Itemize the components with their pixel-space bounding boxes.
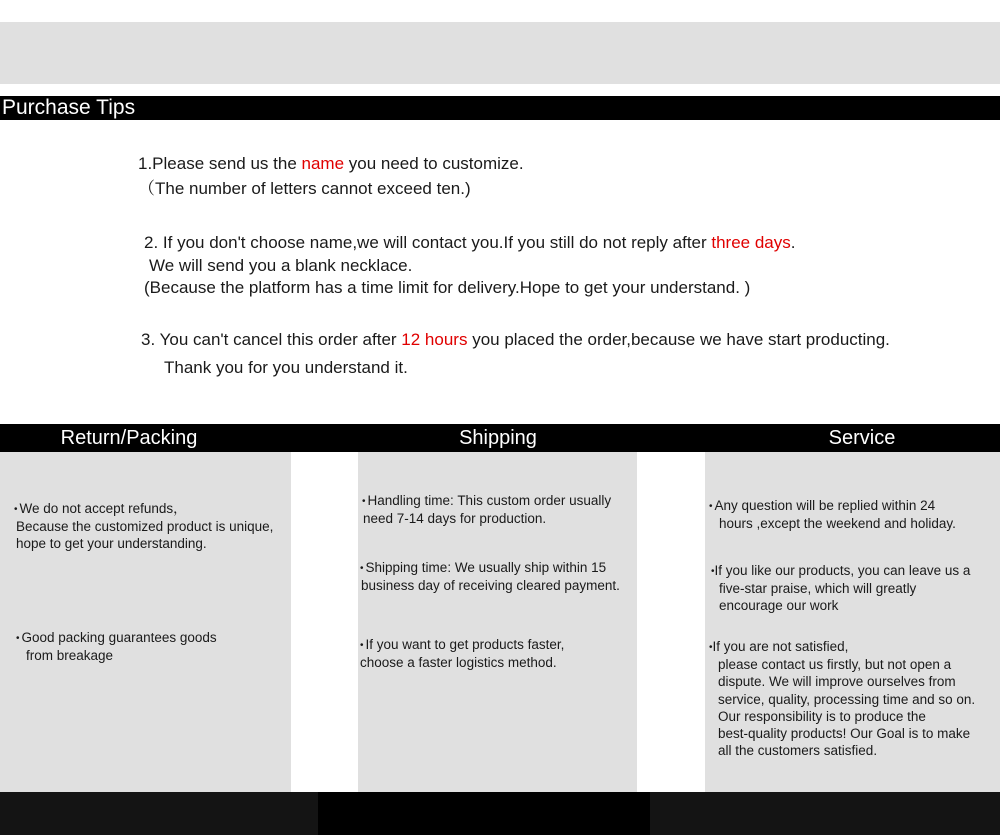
header-shipping: Shipping xyxy=(459,427,537,449)
satisfaction-block: •If you are not satisfied, please contact us firstly, but not open a dispute. We will improve ourselves from service, quality, processing time and so on. Our responsibility is to produce the best-quality products! Our Goal is to make all the customers satisfied. xyxy=(709,639,976,759)
faster-shipping-block: • If you want to get products faster, choose a faster logistics method. xyxy=(360,637,565,671)
tip-3-line-2: Thank you for you understand it. xyxy=(164,358,408,377)
bottom-strip-center xyxy=(318,792,650,835)
tip-2-line-1 xyxy=(144,232,796,254)
tip-2-text: 2. If you don't choose name,we will contact you.If you still do not reply after xyxy=(144,233,712,252)
tip-2-text-end: . xyxy=(790,233,796,252)
header-return-packing: Return/Packing xyxy=(60,427,198,449)
bullet-icon: • xyxy=(709,642,713,653)
packing-block: • Good packing guarantees goods from breakage xyxy=(16,630,217,664)
tip-1-note: （The number of letters cannot exceed ten.) xyxy=(138,179,471,198)
bullet-icon: • xyxy=(360,640,364,651)
bullet-icon: • xyxy=(16,633,20,644)
top-gray-banner xyxy=(0,22,1000,84)
tip-3-line-1 xyxy=(141,329,890,351)
purchase-tips-title-bar xyxy=(0,96,1000,120)
tip-1-text-end: you need to customize. xyxy=(344,154,524,173)
tip-1-line-1 xyxy=(138,153,524,175)
shipping-panel xyxy=(358,452,637,792)
tip-1-text: 1.Please send us the xyxy=(138,154,302,173)
tip-3-text: 3. You can't cancel this order after xyxy=(141,330,402,349)
return-packing-panel xyxy=(0,452,291,792)
tip-2-line-2: We will send you a blank necklace. xyxy=(149,256,413,275)
bullet-icon: • xyxy=(362,496,366,507)
service-panel xyxy=(705,452,1000,792)
tip-3-text-end: you placed the order,because we have start producting. xyxy=(467,330,890,349)
tip-2-highlight: three days xyxy=(711,233,791,252)
return-refund-block: • We do not accept refunds， Because the customized product is unique, hope to get your understanding. xyxy=(14,501,274,552)
section-header-bar xyxy=(0,424,1000,452)
reply-time-block: • Any question will be replied within 24 hours ,except the weekend and holiday. xyxy=(709,498,956,532)
handling-time-block: • Handling time: This custom order usually need 7-14 days for production. xyxy=(362,493,612,527)
tip-1-highlight: name xyxy=(301,154,345,173)
bullet-icon: • xyxy=(711,566,715,577)
header-service: Service xyxy=(828,427,896,449)
bottom-strip-left xyxy=(0,792,318,835)
page-title: Purchase Tips xyxy=(2,96,136,119)
tip-2-line-3: (Because the platform has a time limit for delivery.Hope to get your understand. ) xyxy=(144,278,751,297)
tip-3-highlight: 12 hours xyxy=(401,330,468,349)
bullet-icon: • xyxy=(14,504,18,515)
bottom-strip-right xyxy=(650,792,1000,835)
praise-block: •If you like our products, you can leave us a five-star praise, which will greatly encourage our work xyxy=(711,563,971,614)
shipping-time-block: • Shipping time: We usually ship within 15 business day of receiving cleared payment. xyxy=(360,560,620,594)
bullet-icon: • xyxy=(360,563,364,574)
bullet-icon: • xyxy=(709,501,713,512)
